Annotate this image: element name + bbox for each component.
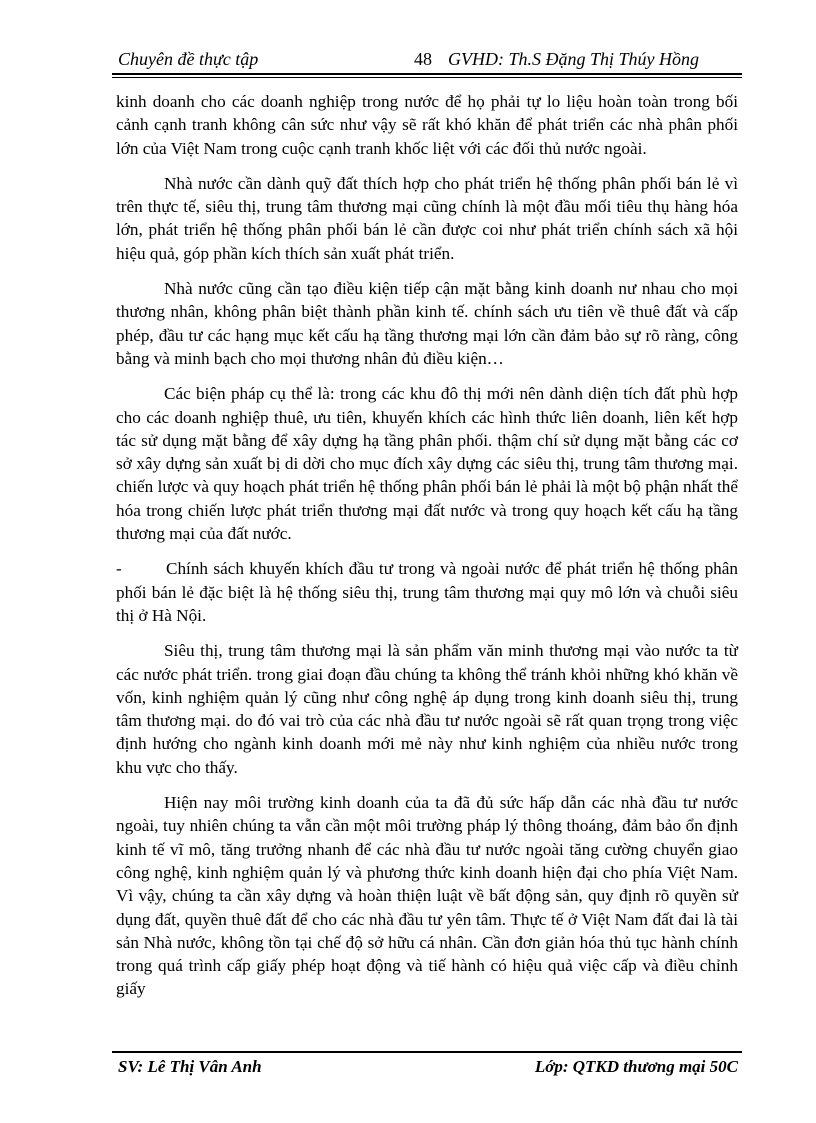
page-header xyxy=(118,46,738,76)
header-advisor: GVHD: Th.S Đặng Thị Thúy Hồng xyxy=(448,49,700,69)
footer-class: Lớp: QTKD thương mại 50C xyxy=(534,1057,738,1076)
paragraph: Hiện nay môi trường kinh doanh của ta đã đủ sức hấp dẫn các nhà đầu tư nước ngoài, tuy nhiên chúng ta vẫn cần một môi trường pháp lý thông thoáng, đảm bảo ổn định kinh tế vĩ mô, tăng trưởng nhanh để các nhà đầu tư nước ngoài tăng cường chuyển giao công nghệ, kinh nghiệm quản lý và phương thức kinh doanh hiện đại cho phía Việt Nam. Vì vậy, chúng ta cần xây dựng và hoàn thiện luật về bất động sản, quy định rõ quyền sử dụng đất, quyền thuê đất để cho các nhà đầu tư yên tâm. Thực tế ở Việt Nam đất đai là tài sản Nhà nước, không tồn tại chế độ sở hữu cá nhân. Cần đơn giản hóa thủ tục hành chính trong quá trình cấp giấy phép hoạt động và tiế hành có hiệu quả việc cấp và điều chỉnh giấy xyxy=(116,793,738,999)
bullet-dash: - xyxy=(116,559,122,579)
footer-rule xyxy=(112,1051,742,1053)
paragraph-continued: kinh doanh cho các doanh nghiệp trong nước để họ phải tự lo liệu hoàn toàn trong bối cảnh cạnh tranh không cân sức như vậy sẽ rất khó khăn để phát triển các nhà phân phối lớn của Việt Nam trong cuộc cạnh tranh khốc liệt với các đối thủ nước ngoài. xyxy=(116,92,738,158)
page-number: 48 xyxy=(414,49,432,69)
body-text xyxy=(116,90,738,1013)
bullet-text: Chính sách khuyến khích đầu tư trong và ngoài nước để phát triển hệ thống phân phối bán lẻ đặc biệt là hệ thống siêu thị, trung tâm thương mại quy mô lớn và chuỗi siêu thị ở Hà Nội. xyxy=(116,559,738,625)
paragraph: Siêu thị, trung tâm thương mại là sản phẩm văn minh thương mại vào nước ta từ các nước phát triển. trong giai đoạn đầu chúng ta không thể tránh khỏi những khó khăn về vốn, kinh nghiệm quản lý cũng như công nghệ áp dụng trong kinh doanh siêu thị, trung tâm thương mại. do đó vai trò của các nhà đầu tư nước ngoài sẽ rất quan trọng trong việc định hướng cho ngành kinh doanh mới mẻ này như kinh nghiệm của nhiều nước trong khu vực cho thấy. xyxy=(116,641,738,777)
paragraph: Nhà nước cũng cần tạo điều kiện tiếp cận mặt bằng kinh doanh nư nhau cho mọi thương nhân, không phân biệt thành phần kinh tế. chính sách ưu tiên về thuê đất và cấp phép, đầu tư các hạng mục kết cấu hạ tầng thương mại lớn cần đảm bảo sự rõ ràng, công bằng và minh bạch cho mọi thương nhân đủ điều kiện… xyxy=(116,279,738,368)
bullet-paragraph xyxy=(116,557,738,627)
page-footer xyxy=(118,1055,738,1081)
paragraph: Nhà nước cần dành quỹ đất thích hợp cho phát triển hệ thống phân phối bán lẻ vì trên thực tế, siêu thị, trung tâm thương mại cũng chính là một đầu mối tiêu thụ hàng hóa lớn, phát triển hệ thống phân phối bán lẻ cần được coi như phát triển chính sách xã hội hiệu quả, góp phần kích thích sản xuất phát triển. xyxy=(116,173,738,263)
footer-student: SV: Lê Thị Vân Anh xyxy=(118,1057,262,1076)
header-rule-thick xyxy=(112,73,742,75)
paragraph: Các biện pháp cụ thể là: trong các khu đô thị mới nên dành diện tích đất phù hợp cho các doanh nghiệp thuê, ưu tiên, khuyến khích các hình thức liên doanh, liên kết hợp tác sử dụng mặt bằng để xây dựng hạ tầng phân phối. thậm chí sử dụng mặt bằng các cơ sở xây dựng sản xuất bị di dời cho mục đích xây dựng các siêu thị, trung tâm thương mại. chiến lược và quy hoạch phát triển hệ thống phân phối bán lẻ phải là một bộ phận nhất thể hóa trong chiến lược phát triển thương mại đất nước và trong quy hoạch kết cấu hạ tầng thương mại của đất nước. xyxy=(116,384,738,544)
header-title: Chuyên đề thực tập xyxy=(118,49,259,69)
header-rule-thin xyxy=(112,77,742,78)
